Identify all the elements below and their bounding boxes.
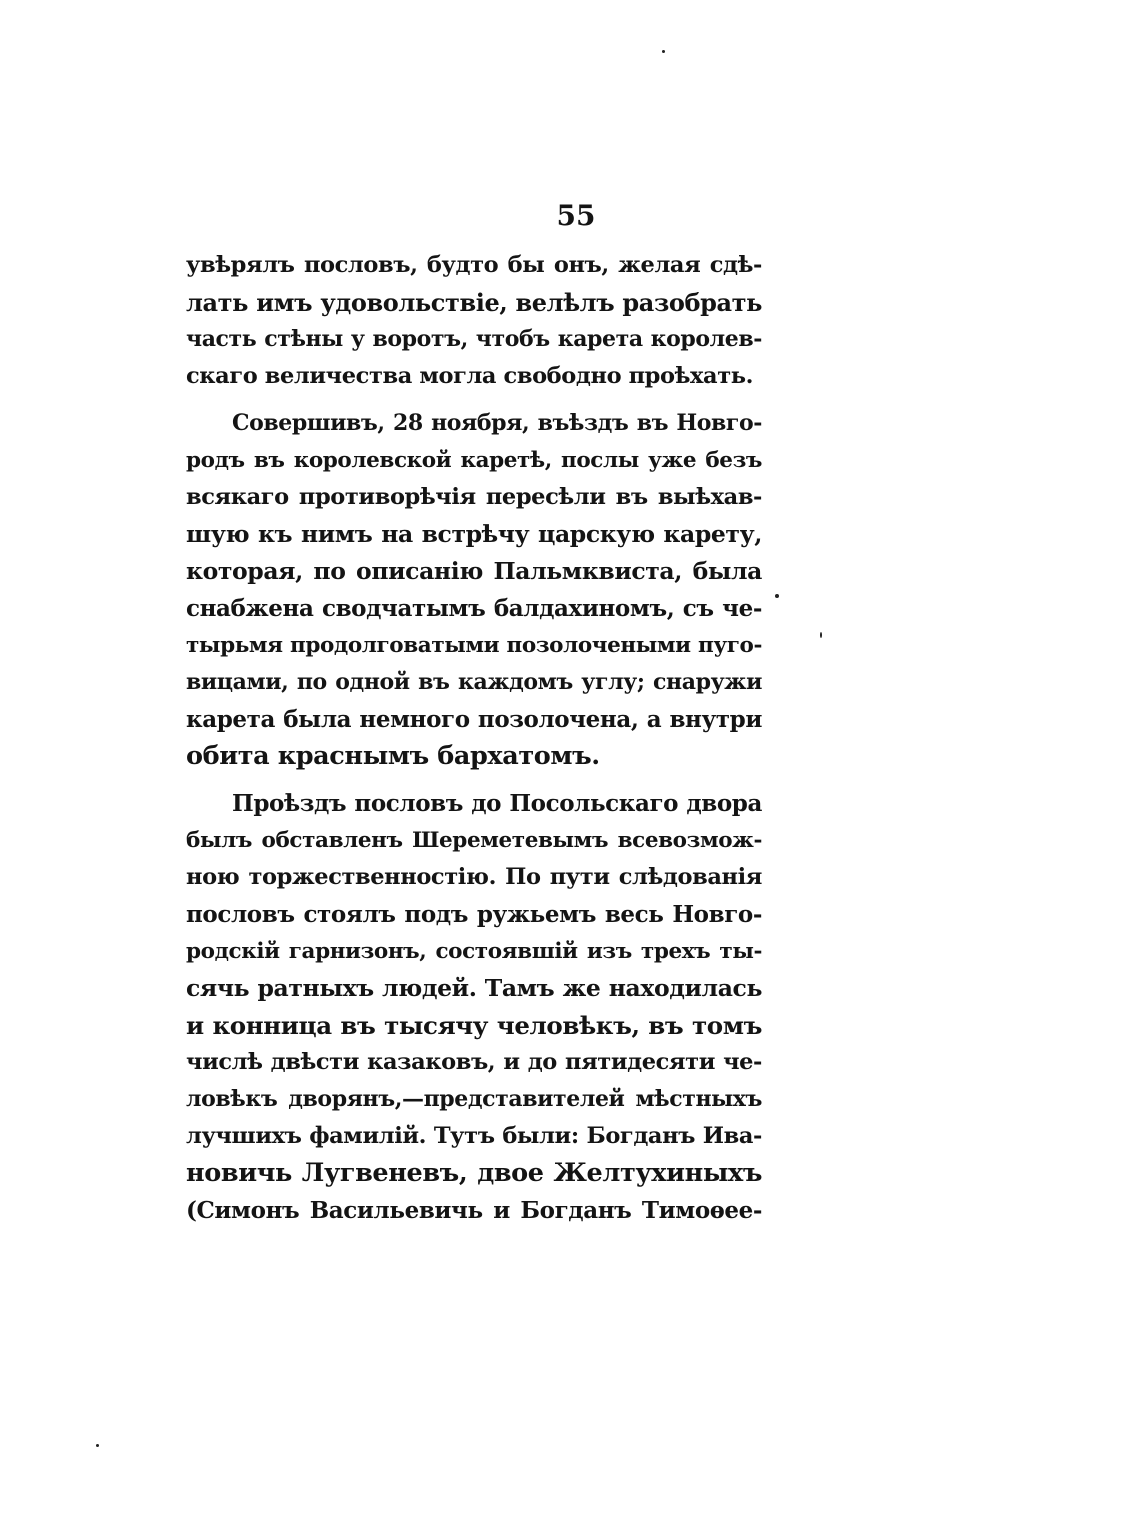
paragraph-3 (186, 785, 762, 1229)
scan-speck (775, 594, 779, 598)
text-line: сячь ратныхъ людей. Тамъ же находилась (186, 974, 762, 1002)
text-line: ною торжественностію. По пути слѣдованія (186, 864, 762, 890)
text-line: шую къ нимъ на встрѣчу царскую карету, (186, 520, 762, 548)
text-line: часть стѣны у воротъ, чтобъ карета королев- (186, 326, 762, 352)
text-line: скаго величества могла свободно проѣхать. (186, 363, 754, 389)
text-line: новичь Лугвеневъ, двое Желтухиныхъ (186, 1158, 762, 1188)
body-text (186, 247, 762, 1229)
scan-speck (820, 632, 822, 638)
text-line: Проѣздъ пословъ до Посольскаго двора (232, 790, 762, 817)
scan-speck (96, 1444, 99, 1447)
paragraph-1 (186, 247, 762, 395)
scan-speck (662, 50, 665, 53)
text-line: пословъ стоялъ подъ ружьемъ весь Новго- (186, 901, 762, 928)
text-line: тырьмя продолговатыми позолочеными пуго- (186, 633, 762, 658)
text-line: увѣрялъ пословъ, будто бы онъ, желая сдѣ- (186, 252, 762, 278)
text-line: лучшихъ фамилій. Тутъ были: Богданъ Ива- (186, 1123, 762, 1149)
text-line: числѣ двѣсти казаковъ, и до пятидесяти че- (186, 1049, 762, 1075)
text-line: родъ въ королевской каретѣ, послы уже безъ (186, 448, 762, 473)
text-line: всякаго противорѣчія пересѣли въ выѣхав- (186, 484, 762, 510)
text-line: вицами, по одной въ каждомъ углу; снаружи (186, 669, 762, 695)
text-line: снабжена сводчатымъ балдахиномъ, съ че- (186, 595, 762, 622)
text-line: лать имъ удовольствіе, велѣлъ разобрать (186, 288, 762, 317)
text-line: родскій гарнизонъ, состоявшій изъ трехъ ты- (186, 939, 762, 964)
text-line: Совершивъ, 28 ноября, въѣздъ въ Новго- (232, 410, 762, 436)
text-line: которая, по описанію Пальмквиста, была (186, 557, 762, 585)
text-line: карета была немного позолочена, а внутри (186, 706, 762, 733)
paragraph-2 (186, 405, 762, 775)
text-line: ловѣкъ дворянъ,—представителей мѣстныхъ (186, 1086, 762, 1112)
text-line: обита краснымъ бархатомъ. (186, 741, 600, 771)
text-line: былъ обставленъ Шереметевымъ всевозмож- (186, 828, 762, 853)
page-number: 55 (556, 199, 596, 232)
text-line: и конница въ тысячу человѣкъ, въ томъ (186, 1011, 762, 1040)
text-line: (Симонъ Васильевичь и Богданъ Тимоѳее- (186, 1197, 762, 1224)
